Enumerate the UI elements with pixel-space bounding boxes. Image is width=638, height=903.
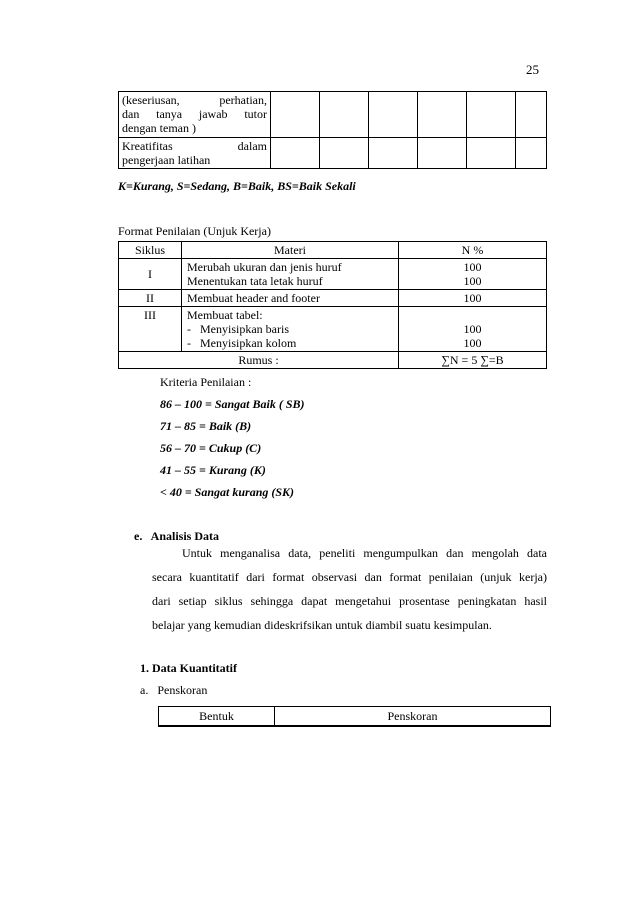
cell-n xyxy=(399,259,547,290)
header-n-percent: N % xyxy=(399,242,547,259)
table-cell xyxy=(320,138,369,169)
footer-label: Rumus : xyxy=(119,352,399,369)
materi-line: Menentukan tata letak huruf xyxy=(187,274,323,288)
n-value xyxy=(399,308,546,322)
paragraph-line: secara kuantitatif dari format observasi dan format penilaian (unjuk kerja) xyxy=(152,570,547,584)
cell-siklus: I xyxy=(119,259,182,290)
table-cell xyxy=(516,92,547,138)
materi-line: Merubah ukuran dan jenis huruf xyxy=(187,260,342,274)
cell-materi xyxy=(182,259,399,290)
table-cell xyxy=(369,138,418,169)
cell-line: (keseriusan, perhatian, xyxy=(122,93,267,107)
header-materi: Materi xyxy=(182,242,399,259)
table-row xyxy=(119,92,547,138)
cell-siklus: II xyxy=(119,290,182,307)
criteria-item: 86 – 100 = Sangat Baik ( SB) xyxy=(160,397,305,411)
n-value: 100 xyxy=(463,274,482,288)
paragraph-line: Untuk menganalisa data, peneliti mengumpulkan dan mengolah data xyxy=(182,546,547,560)
table-cell xyxy=(418,138,467,169)
table-header-row xyxy=(119,242,547,259)
assessment-table xyxy=(118,241,547,369)
page-number: 25 xyxy=(526,62,539,77)
cell-materi xyxy=(182,290,399,307)
item-a-label: a. Penskoran xyxy=(140,683,208,697)
table-row xyxy=(119,290,547,307)
table-header-row xyxy=(159,707,551,727)
table-cell xyxy=(516,138,547,169)
header-siklus: Siklus xyxy=(119,242,182,259)
table-cell xyxy=(369,92,418,138)
table-cell xyxy=(467,138,516,169)
criteria-item: < 40 = Sangat kurang (SK) xyxy=(160,485,295,499)
materi-line: - Menyisipkan kolom xyxy=(187,336,297,350)
section-e-heading: e. Analisis Data xyxy=(134,529,220,543)
table-cell xyxy=(271,92,320,138)
cell-line: dan tanya jawab tutor xyxy=(122,107,267,121)
analysis-paragraph xyxy=(152,541,547,637)
cell-line: pengerjaan latihan xyxy=(122,153,211,167)
table-cell xyxy=(320,92,369,138)
cell-line: Kreatifitas dalam xyxy=(122,139,267,153)
header-bentuk: Bentuk xyxy=(159,707,275,727)
observation-table xyxy=(118,91,547,169)
table-cell xyxy=(467,92,516,138)
criteria-item: 41 – 55 = Kurang (K) xyxy=(160,463,266,477)
materi-line: Membuat header and footer xyxy=(187,291,320,305)
criteria-item: 56 – 70 = Cukup (C) xyxy=(160,441,262,455)
paragraph-line: belajar yang kemudian dideskrifsikan untuk diambil suatu kesimpulan. xyxy=(152,618,492,632)
n-value: 100 xyxy=(463,322,482,336)
materi-line: - Menyisipkan baris xyxy=(187,322,289,336)
n-value: 100 xyxy=(463,291,482,305)
footer-formula: ∑N = 5 ∑=B xyxy=(399,352,547,369)
n-value: 100 xyxy=(463,260,482,274)
legend-text: K=Kurang, S=Sedang, B=Baik, BS=Baik Sekali xyxy=(118,179,356,193)
paragraph-line: dari setiap siklus sehingga dapat mengetahui prosentase peningkatan hasil xyxy=(152,594,547,608)
criteria-item: 71 – 85 = Baik (B) xyxy=(160,419,252,433)
table-row xyxy=(119,307,547,352)
table-cell xyxy=(119,92,271,138)
format-title: Format Penilaian (Unjuk Kerja) xyxy=(118,224,271,238)
materi-line: Membuat tabel: xyxy=(187,308,263,322)
n-value: 100 xyxy=(463,336,482,350)
table-cell xyxy=(418,92,467,138)
cell-n xyxy=(399,290,547,307)
score-table xyxy=(158,706,551,727)
table-row xyxy=(119,138,547,169)
table-cell xyxy=(271,138,320,169)
table-cell xyxy=(119,138,271,169)
cell-materi xyxy=(182,307,399,352)
table-row xyxy=(119,259,547,290)
cell-siklus: III xyxy=(119,307,182,352)
header-penskoran: Penskoran xyxy=(275,707,551,727)
subsection-heading: 1. Data Kuantitatif xyxy=(140,661,237,675)
criteria-title: Kriteria Penilaian : xyxy=(160,375,252,389)
cell-n xyxy=(399,307,547,352)
cell-line: dengan teman ) xyxy=(122,121,196,135)
table-footer-row xyxy=(119,352,547,369)
